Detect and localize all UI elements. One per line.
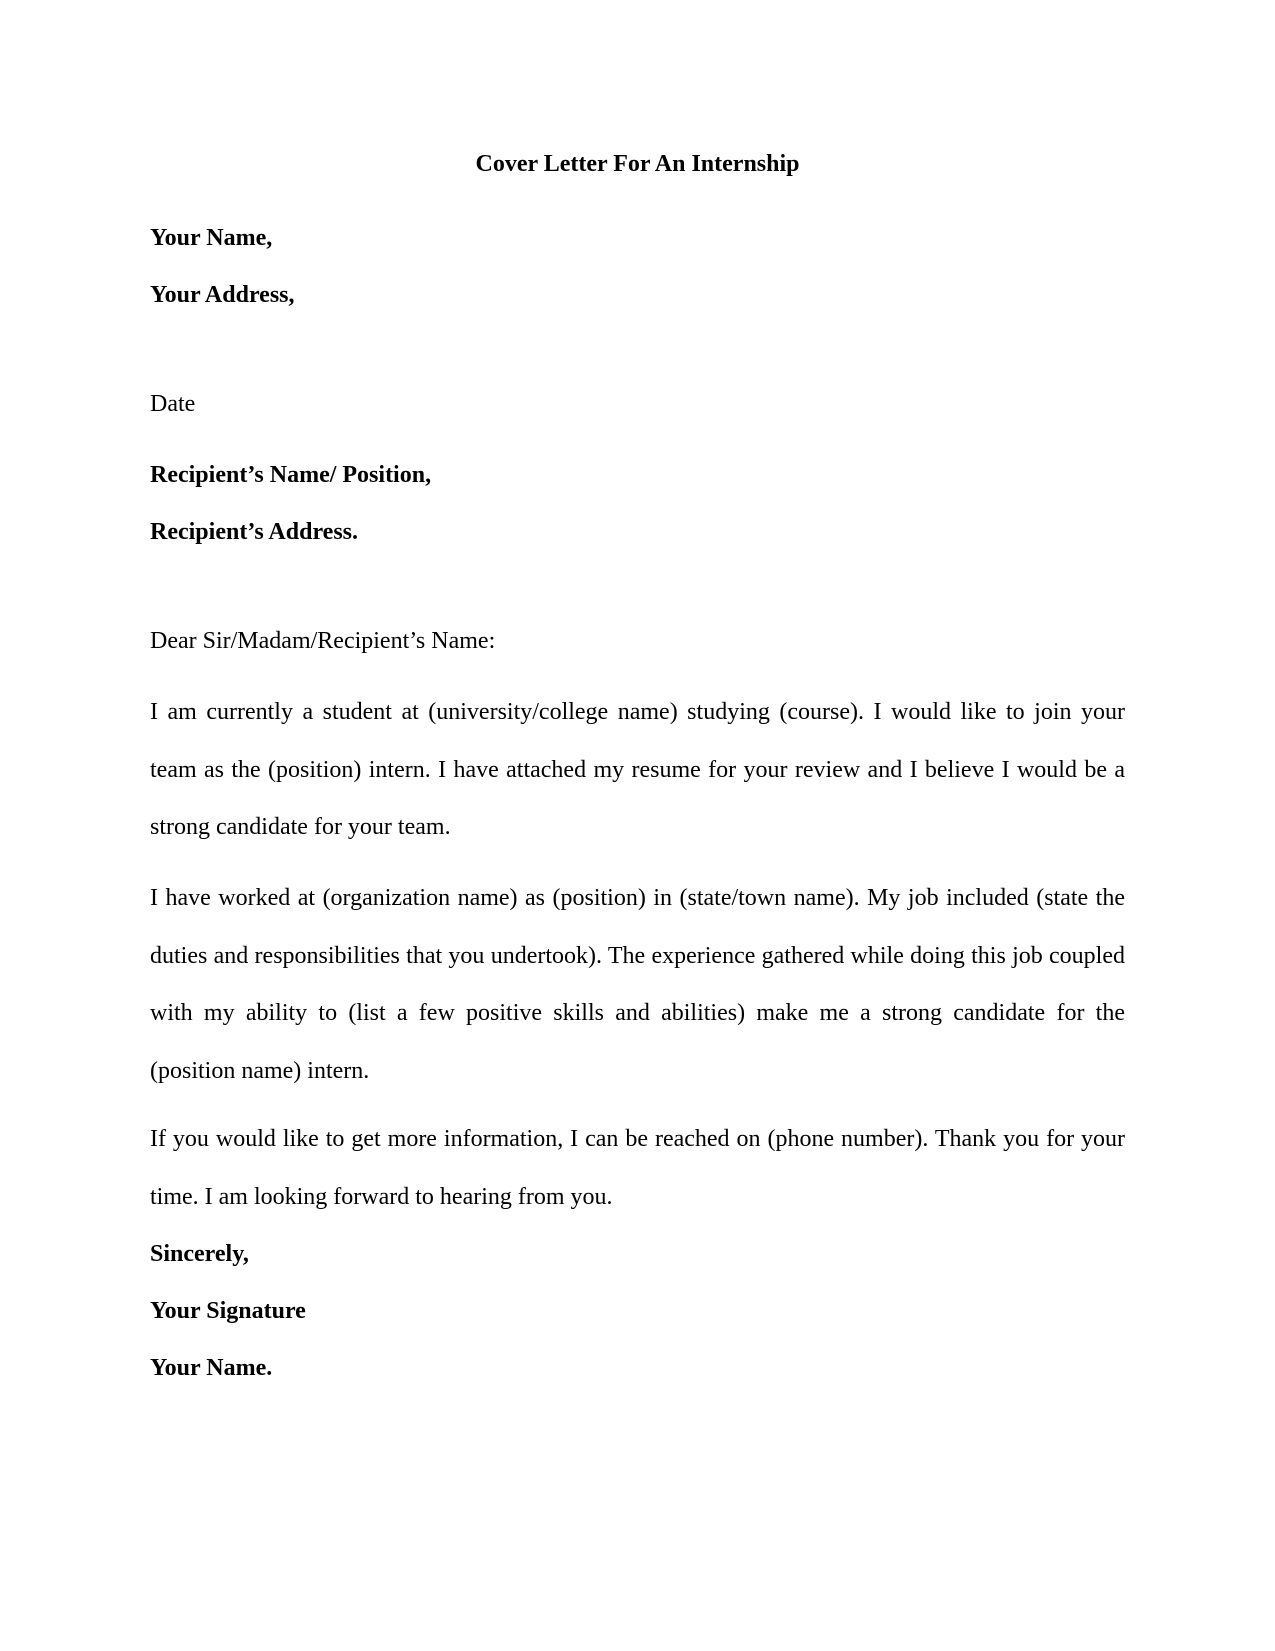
- body-paragraph-2: I have worked at (organization name) as (position) in (state/town name). My job included (state the duties and responsibilities that you undertook). The experience gathered while doing this job coupled with my ability to (list a few positive skills and abilities) make me a strong candidate for the (position name) intern.: [150, 885, 1125, 1084]
- sender-name: Your Name,: [150, 225, 273, 251]
- document-title: Cover Letter For An Internship: [475, 151, 800, 177]
- recipient-name-position: Recipient’s Name/ Position,: [150, 462, 432, 488]
- closing-signature: Your Signature: [150, 1298, 306, 1324]
- recipient-address: Recipient’s Address.: [150, 519, 359, 545]
- closing-name: Your Name.: [150, 1355, 273, 1381]
- letter-date: Date: [150, 391, 196, 417]
- body-paragraph-1: I am currently a student at (university/college name) studying (course). I would like to join your team as the (position) intern. I have attached my resume for your review and I believe I would be a strong candidate for your team.: [150, 699, 1125, 840]
- sender-address: Your Address,: [150, 282, 295, 308]
- closing-sign-off: Sincerely,: [150, 1241, 249, 1267]
- salutation: Dear Sir/Madam/Recipient’s Name:: [150, 628, 496, 654]
- body-paragraph-3: If you would like to get more information, I can be reached on (phone number). Thank you for your time. I am looking forward to hearing from you.: [150, 1126, 1125, 1210]
